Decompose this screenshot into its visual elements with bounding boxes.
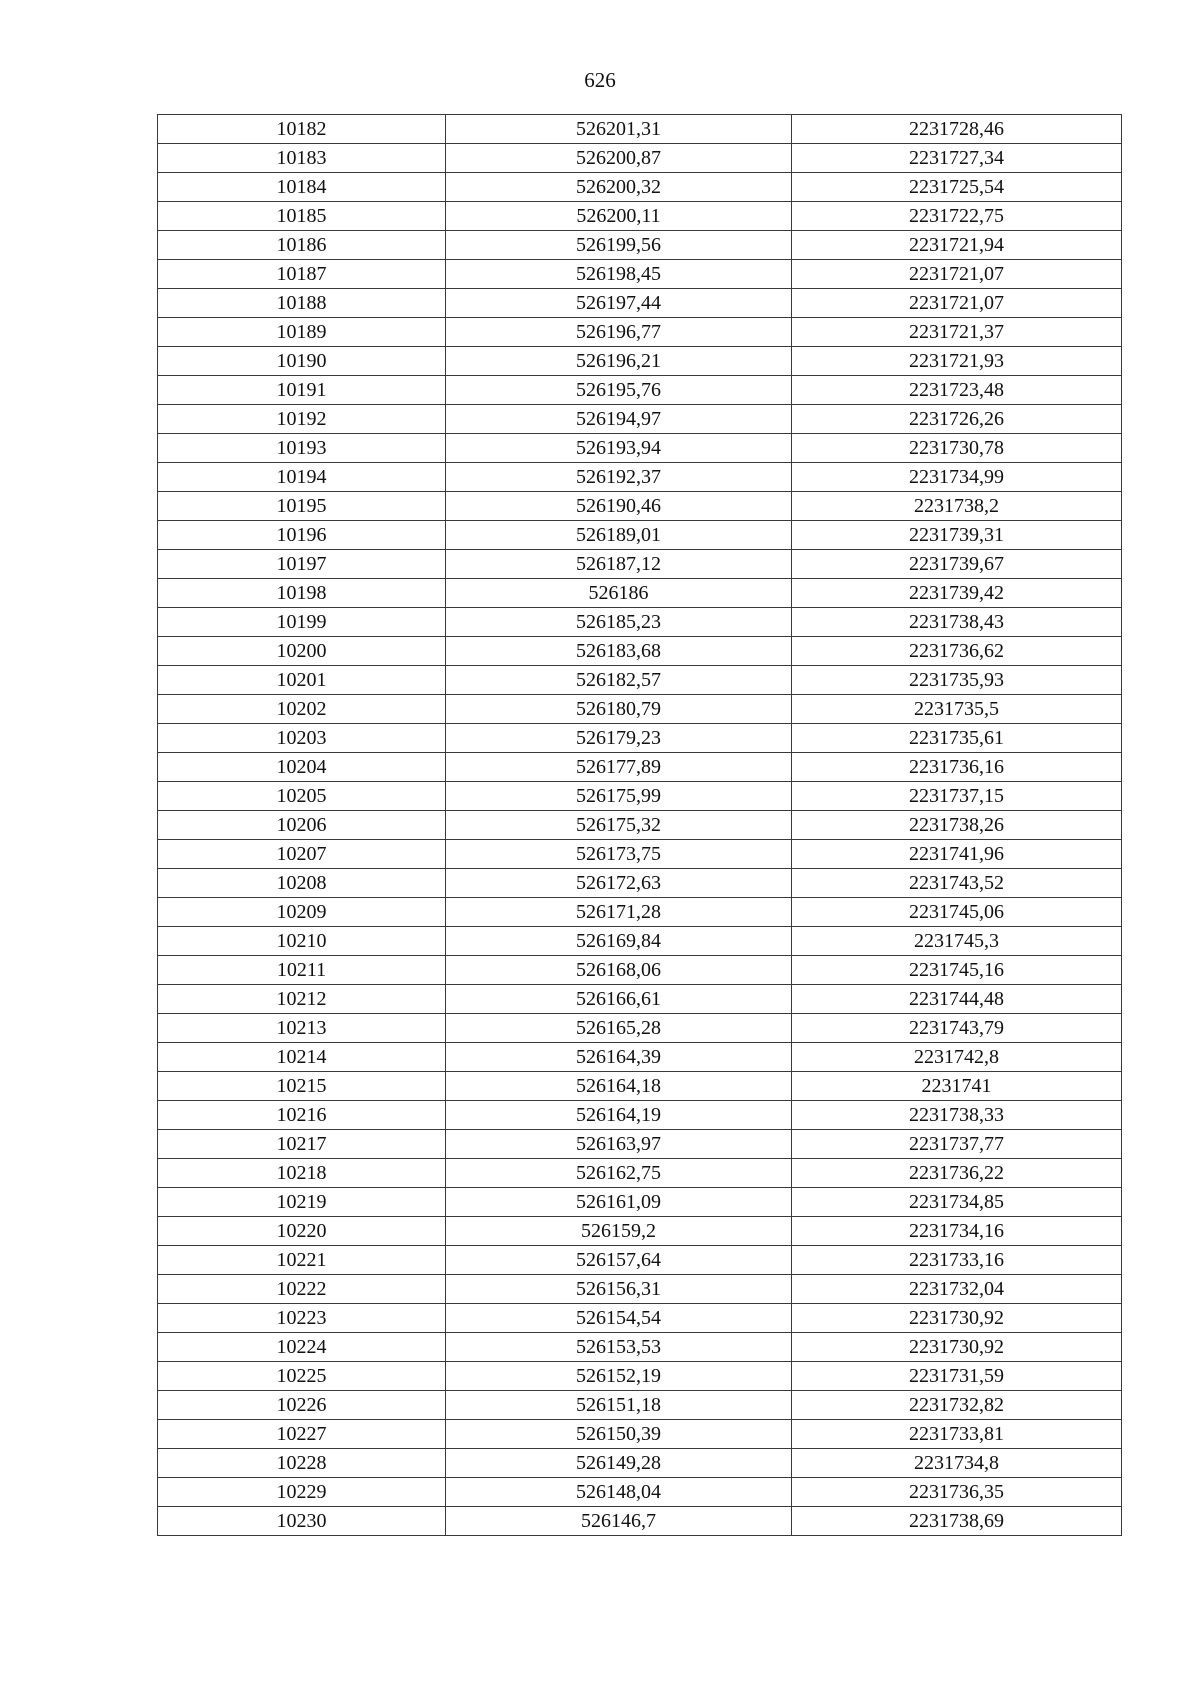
point-number-cell: 10201 (158, 666, 446, 695)
y-coordinate-cell: 2231738,43 (792, 608, 1122, 637)
point-number-cell: 10199 (158, 608, 446, 637)
y-coordinate-cell: 2231735,93 (792, 666, 1122, 695)
table-row (158, 608, 1122, 637)
x-coordinate-cell: 526172,63 (446, 869, 792, 898)
table-row (158, 1420, 1122, 1449)
y-coordinate-cell: 2231745,06 (792, 898, 1122, 927)
x-coordinate-cell: 526179,23 (446, 724, 792, 753)
x-coordinate-cell: 526151,18 (446, 1391, 792, 1420)
table-row (158, 173, 1122, 202)
table-row (158, 1507, 1122, 1536)
y-coordinate-cell: 2231745,16 (792, 956, 1122, 985)
x-coordinate-cell: 526165,28 (446, 1014, 792, 1043)
point-number-cell: 10203 (158, 724, 446, 753)
table-row (158, 869, 1122, 898)
y-coordinate-cell: 2231728,46 (792, 115, 1122, 144)
y-coordinate-cell: 2231730,92 (792, 1333, 1122, 1362)
x-coordinate-cell: 526149,28 (446, 1449, 792, 1478)
y-coordinate-cell: 2231738,2 (792, 492, 1122, 521)
point-number-cell: 10192 (158, 405, 446, 434)
y-coordinate-cell: 2231721,94 (792, 231, 1122, 260)
point-number-cell: 10221 (158, 1246, 446, 1275)
x-coordinate-cell: 526192,37 (446, 463, 792, 492)
y-coordinate-cell: 2231725,54 (792, 173, 1122, 202)
point-number-cell: 10213 (158, 1014, 446, 1043)
point-number-cell: 10208 (158, 869, 446, 898)
y-coordinate-cell: 2231735,61 (792, 724, 1122, 753)
point-number-cell: 10212 (158, 985, 446, 1014)
table-row (158, 1101, 1122, 1130)
point-number-cell: 10218 (158, 1159, 446, 1188)
point-number-cell: 10204 (158, 753, 446, 782)
table-row (158, 1159, 1122, 1188)
x-coordinate-cell: 526186 (446, 579, 792, 608)
y-coordinate-cell: 2231736,62 (792, 637, 1122, 666)
point-number-cell: 10195 (158, 492, 446, 521)
y-coordinate-cell: 2231739,31 (792, 521, 1122, 550)
y-coordinate-cell: 2231735,5 (792, 695, 1122, 724)
point-number-cell: 10202 (158, 695, 446, 724)
y-coordinate-cell: 2231730,78 (792, 434, 1122, 463)
table-row (158, 1275, 1122, 1304)
table-row (158, 1188, 1122, 1217)
x-coordinate-cell: 526163,97 (446, 1130, 792, 1159)
point-number-cell: 10210 (158, 927, 446, 956)
x-coordinate-cell: 526146,7 (446, 1507, 792, 1536)
x-coordinate-cell: 526197,44 (446, 289, 792, 318)
y-coordinate-cell: 2231738,26 (792, 811, 1122, 840)
table-row (158, 1478, 1122, 1507)
y-coordinate-cell: 2231742,8 (792, 1043, 1122, 1072)
x-coordinate-cell: 526150,39 (446, 1420, 792, 1449)
table-row (158, 1043, 1122, 1072)
table-row (158, 840, 1122, 869)
point-number-cell: 10185 (158, 202, 446, 231)
y-coordinate-cell: 2231734,85 (792, 1188, 1122, 1217)
table-row (158, 1391, 1122, 1420)
x-coordinate-cell: 526177,89 (446, 753, 792, 782)
table-row (158, 289, 1122, 318)
table-row (158, 347, 1122, 376)
x-coordinate-cell: 526161,09 (446, 1188, 792, 1217)
y-coordinate-cell: 2231733,16 (792, 1246, 1122, 1275)
y-coordinate-cell: 2231741,96 (792, 840, 1122, 869)
y-coordinate-cell: 2231744,48 (792, 985, 1122, 1014)
point-number-cell: 10211 (158, 956, 446, 985)
y-coordinate-cell: 2231722,75 (792, 202, 1122, 231)
x-coordinate-cell: 526173,75 (446, 840, 792, 869)
table-row (158, 376, 1122, 405)
x-coordinate-cell: 526162,75 (446, 1159, 792, 1188)
table-row (158, 1449, 1122, 1478)
y-coordinate-cell: 2231739,67 (792, 550, 1122, 579)
y-coordinate-cell: 2231738,33 (792, 1101, 1122, 1130)
x-coordinate-cell: 526195,76 (446, 376, 792, 405)
y-coordinate-cell: 2231723,48 (792, 376, 1122, 405)
point-number-cell: 10228 (158, 1449, 446, 1478)
page-number: 626 (584, 68, 616, 92)
y-coordinate-cell: 2231736,35 (792, 1478, 1122, 1507)
y-coordinate-cell: 2231726,26 (792, 405, 1122, 434)
x-coordinate-cell: 526200,87 (446, 144, 792, 173)
x-coordinate-cell: 526200,11 (446, 202, 792, 231)
point-number-cell: 10197 (158, 550, 446, 579)
x-coordinate-cell: 526159,2 (446, 1217, 792, 1246)
x-coordinate-cell: 526189,01 (446, 521, 792, 550)
point-number-cell: 10184 (158, 173, 446, 202)
point-number-cell: 10205 (158, 782, 446, 811)
x-coordinate-cell: 526154,54 (446, 1304, 792, 1333)
x-coordinate-cell: 526164,19 (446, 1101, 792, 1130)
table-row (158, 463, 1122, 492)
table-row (158, 666, 1122, 695)
point-number-cell: 10220 (158, 1217, 446, 1246)
y-coordinate-cell: 2231745,3 (792, 927, 1122, 956)
point-number-cell: 10230 (158, 1507, 446, 1536)
x-coordinate-cell: 526194,97 (446, 405, 792, 434)
table-row (158, 260, 1122, 289)
table-row (158, 521, 1122, 550)
y-coordinate-cell: 2231737,15 (792, 782, 1122, 811)
point-number-cell: 10189 (158, 318, 446, 347)
x-coordinate-cell: 526200,32 (446, 173, 792, 202)
table-row (158, 1130, 1122, 1159)
point-number-cell: 10226 (158, 1391, 446, 1420)
x-coordinate-cell: 526187,12 (446, 550, 792, 579)
point-number-cell: 10182 (158, 115, 446, 144)
table-row (158, 550, 1122, 579)
point-number-cell: 10200 (158, 637, 446, 666)
point-number-cell: 10194 (158, 463, 446, 492)
x-coordinate-cell: 526148,04 (446, 1478, 792, 1507)
point-number-cell: 10222 (158, 1275, 446, 1304)
y-coordinate-cell: 2231737,77 (792, 1130, 1122, 1159)
point-number-cell: 10225 (158, 1362, 446, 1391)
point-number-cell: 10191 (158, 376, 446, 405)
x-coordinate-cell: 526196,21 (446, 347, 792, 376)
x-coordinate-cell: 526166,61 (446, 985, 792, 1014)
x-coordinate-cell: 526171,28 (446, 898, 792, 927)
y-coordinate-cell: 2231736,22 (792, 1159, 1122, 1188)
y-coordinate-cell: 2231730,92 (792, 1304, 1122, 1333)
table-row (158, 405, 1122, 434)
point-number-cell: 10196 (158, 521, 446, 550)
x-coordinate-cell: 526157,64 (446, 1246, 792, 1275)
x-coordinate-cell: 526175,32 (446, 811, 792, 840)
table-row (158, 1014, 1122, 1043)
table-row (158, 1362, 1122, 1391)
point-number-cell: 10183 (158, 144, 446, 173)
y-coordinate-cell: 2231734,16 (792, 1217, 1122, 1246)
x-coordinate-cell: 526193,94 (446, 434, 792, 463)
table-row (158, 318, 1122, 347)
x-coordinate-cell: 526201,31 (446, 115, 792, 144)
y-coordinate-cell: 2231743,52 (792, 869, 1122, 898)
y-coordinate-cell: 2231732,04 (792, 1275, 1122, 1304)
point-number-cell: 10209 (158, 898, 446, 927)
y-coordinate-cell: 2231721,93 (792, 347, 1122, 376)
point-number-cell: 10198 (158, 579, 446, 608)
x-coordinate-cell: 526190,46 (446, 492, 792, 521)
x-coordinate-cell: 526164,39 (446, 1043, 792, 1072)
table-row (158, 956, 1122, 985)
y-coordinate-cell: 2231738,69 (792, 1507, 1122, 1536)
y-coordinate-cell: 2231721,07 (792, 289, 1122, 318)
y-coordinate-cell: 2231741 (792, 1072, 1122, 1101)
table-row (158, 695, 1122, 724)
point-number-cell: 10224 (158, 1333, 446, 1362)
x-coordinate-cell: 526156,31 (446, 1275, 792, 1304)
table-row (158, 115, 1122, 144)
table-row (158, 811, 1122, 840)
y-coordinate-cell: 2231734,8 (792, 1449, 1122, 1478)
table-row (158, 898, 1122, 927)
table-row (158, 492, 1122, 521)
point-number-cell: 10227 (158, 1420, 446, 1449)
point-number-cell: 10190 (158, 347, 446, 376)
point-number-cell: 10215 (158, 1072, 446, 1101)
table-row (158, 637, 1122, 666)
point-number-cell: 10206 (158, 811, 446, 840)
coordinates-table (157, 114, 1122, 1536)
table-row (158, 1333, 1122, 1362)
x-coordinate-cell: 526198,45 (446, 260, 792, 289)
x-coordinate-cell: 526168,06 (446, 956, 792, 985)
coordinates-table-body (158, 115, 1122, 1536)
x-coordinate-cell: 526153,53 (446, 1333, 792, 1362)
y-coordinate-cell: 2231727,34 (792, 144, 1122, 173)
x-coordinate-cell: 526185,23 (446, 608, 792, 637)
y-coordinate-cell: 2231736,16 (792, 753, 1122, 782)
table-row (158, 927, 1122, 956)
table-row (158, 753, 1122, 782)
table-row (158, 1217, 1122, 1246)
point-number-cell: 10188 (158, 289, 446, 318)
point-number-cell: 10214 (158, 1043, 446, 1072)
point-number-cell: 10186 (158, 231, 446, 260)
table-row (158, 782, 1122, 811)
y-coordinate-cell: 2231734,99 (792, 463, 1122, 492)
point-number-cell: 10216 (158, 1101, 446, 1130)
x-coordinate-cell: 526152,19 (446, 1362, 792, 1391)
table-row (158, 1304, 1122, 1333)
y-coordinate-cell: 2231732,82 (792, 1391, 1122, 1420)
table-row (158, 434, 1122, 463)
table-row (158, 1246, 1122, 1275)
y-coordinate-cell: 2231739,42 (792, 579, 1122, 608)
table-row (158, 724, 1122, 753)
y-coordinate-cell: 2231721,37 (792, 318, 1122, 347)
point-number-cell: 10207 (158, 840, 446, 869)
point-number-cell: 10229 (158, 1478, 446, 1507)
y-coordinate-cell: 2231721,07 (792, 260, 1122, 289)
table-row (158, 231, 1122, 260)
x-coordinate-cell: 526175,99 (446, 782, 792, 811)
y-coordinate-cell: 2231743,79 (792, 1014, 1122, 1043)
point-number-cell: 10219 (158, 1188, 446, 1217)
x-coordinate-cell: 526199,56 (446, 231, 792, 260)
table-row (158, 1072, 1122, 1101)
table-row (158, 985, 1122, 1014)
table-row (158, 579, 1122, 608)
point-number-cell: 10217 (158, 1130, 446, 1159)
x-coordinate-cell: 526196,77 (446, 318, 792, 347)
point-number-cell: 10193 (158, 434, 446, 463)
x-coordinate-cell: 526180,79 (446, 695, 792, 724)
table-row (158, 202, 1122, 231)
x-coordinate-cell: 526182,57 (446, 666, 792, 695)
table-row (158, 144, 1122, 173)
y-coordinate-cell: 2231733,81 (792, 1420, 1122, 1449)
y-coordinate-cell: 2231731,59 (792, 1362, 1122, 1391)
x-coordinate-cell: 526169,84 (446, 927, 792, 956)
point-number-cell: 10187 (158, 260, 446, 289)
x-coordinate-cell: 526183,68 (446, 637, 792, 666)
x-coordinate-cell: 526164,18 (446, 1072, 792, 1101)
point-number-cell: 10223 (158, 1304, 446, 1333)
